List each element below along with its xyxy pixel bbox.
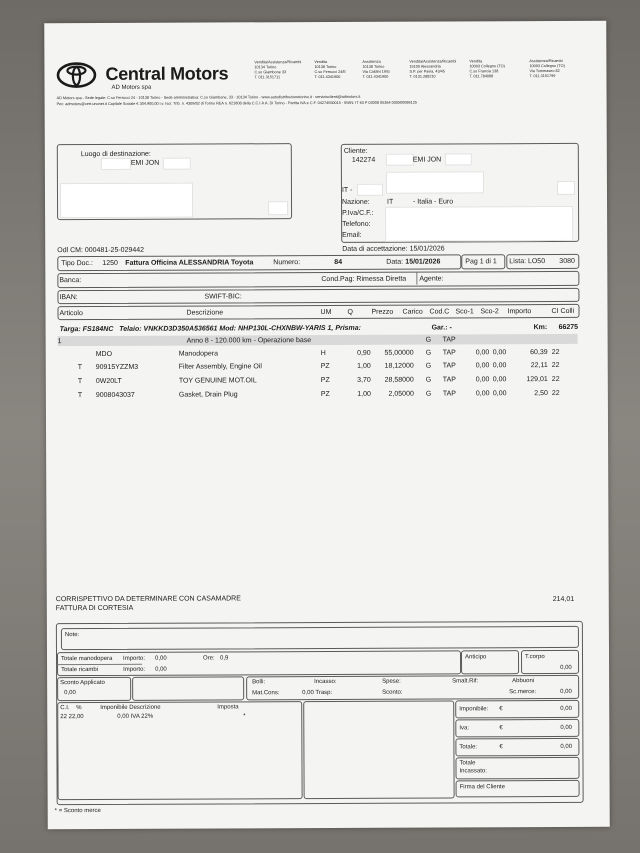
scmerce-label: Sc.merce: xyxy=(509,689,537,696)
col-descrizione: Descrizione xyxy=(186,309,224,317)
odl-value: 000481-25-029442 xyxy=(84,246,145,255)
redacted-field xyxy=(557,181,575,195)
legend-note: * = Sconto merce xyxy=(54,807,101,815)
client-nazione-code: IT xyxy=(387,198,394,206)
price-list-label: Lista: LO50 xyxy=(509,258,546,266)
col-articolo: Articolo xyxy=(59,310,83,318)
redacted-field xyxy=(386,171,484,193)
footer-note-amount: 214,01 xyxy=(552,595,575,604)
section-row-g: G xyxy=(425,336,432,344)
branch-6: Assistenza/Ricambi 10093 Collegno (TO) Via Tommaseo 82 T. 011.3151799 xyxy=(529,58,565,79)
discount-value: 0,00 xyxy=(64,690,76,697)
imponibile-value: 0,00 xyxy=(560,705,572,712)
euro-sign: € xyxy=(499,706,503,713)
company-address-line: AD Motors spa - Sede legale: C.so Ferrucci 24 - 10138 Torino - Sede amministrativa: C.so Giambone, 33 - 10134 Torino - www.autodistribuzionetorino.it - servizioclienti@admotors.it xyxy=(56,94,361,101)
incasso-label: Incasso: xyxy=(314,678,337,686)
client-nazione-label: Nazione: xyxy=(342,198,370,206)
vehicle-line: Targa: FS184NC Telaio: VNKKD3D350A536561 Mod: NHP130L-CHXNBW-YARIS 1, Prisma: xyxy=(59,324,362,334)
sconto2-label: Sconto: xyxy=(382,689,403,696)
redacted-field xyxy=(445,153,472,165)
hours-value: 0,9 xyxy=(220,655,229,662)
iban-box xyxy=(57,288,579,304)
divider xyxy=(416,273,417,285)
notes-label: Note: xyxy=(64,632,80,639)
section-row-number: 1 xyxy=(57,338,62,346)
smalt-label: Smalt.Rif: xyxy=(452,678,479,685)
totale-label: Totale: xyxy=(459,744,478,751)
vat-desc-row: 0,00 IVA 22% xyxy=(117,713,154,720)
doc-date-label: Data: xyxy=(386,258,404,266)
redacted-field xyxy=(357,184,383,196)
imponibile-label: Imponibile: xyxy=(459,706,489,713)
scmerce-value: 0,00 xyxy=(560,688,572,695)
tot-mdo-imp: 0,00 xyxy=(155,655,167,662)
vehicle-vin: VNKKD3D350A536561 xyxy=(143,325,218,333)
doc-number: 84 xyxy=(334,258,343,266)
client-label: Cliente: xyxy=(343,147,368,155)
client-nazione-value: - Italia - Euro xyxy=(413,198,454,206)
branch-4: Vendita/Assistenza/Ricambi 15100 Alessandria S.P. per Pavia, 43/45 T. 0131.288210 xyxy=(409,59,457,79)
section-row-tap: TAP xyxy=(442,336,456,344)
vat-imposta-mark: * xyxy=(243,713,246,720)
iva-value: 0,00 xyxy=(560,724,573,731)
columns-header xyxy=(57,304,579,320)
client-email-label: Email: xyxy=(342,231,362,239)
doc-page: Pag 1 di 1 xyxy=(465,258,497,266)
col-colli: Colli xyxy=(560,307,575,315)
col-carico: Carico xyxy=(402,308,423,316)
redacted-field xyxy=(163,158,191,170)
incassato-label-2: Incassato: xyxy=(459,768,487,775)
col-sco1: Sco-1 xyxy=(455,308,474,316)
table-row: T 9008043037 Gasket, Drain Plug PZ 1,00 2,05000 G TAP 0,00 0,00 2,50 22 xyxy=(77,389,560,400)
abbuoni-label: Abbuoni xyxy=(512,678,535,685)
tot-mdo-label: Totale manodopera xyxy=(61,655,113,663)
table-row: T 90915YZZM3 Filter Assembly, Engine Oil PZ 1,00 18,12000 G TAP 0,00 0,00 22,11 22 xyxy=(77,361,560,372)
col-prezzo: Prezzo xyxy=(371,308,394,316)
tot-ric-imp: 0,00 xyxy=(155,666,167,673)
destination-name: EMI JON xyxy=(130,159,160,167)
redacted-field xyxy=(60,183,193,219)
iban-label: IBAN: xyxy=(59,294,78,302)
footer-note-line2: FATTURA DI CORTESIA xyxy=(55,604,134,613)
table-row: T 0W20LT TOY GENUINE MOT.OIL PZ 3,70 28,58000 G TAP 0,00 0,00 129,01 22 xyxy=(77,375,560,386)
vat-imposta-label: Imposta xyxy=(217,704,239,711)
section-row xyxy=(58,334,578,346)
client-telefono-label: Telefono: xyxy=(342,220,371,228)
branch-2: Vendita 10138 Torino C.so Ferrucci 24/E T. 011.4341900 xyxy=(314,59,346,80)
km-label: Km: xyxy=(533,324,548,332)
table-row: MDO Manodopera H 0,90 55,00000 G TAP 0,00 0,00 60,39 22 xyxy=(95,348,560,359)
col-importo: Importo xyxy=(507,308,532,316)
notes-box xyxy=(61,626,579,650)
branch-3: Assistenza 10138 Torino Via Caldini 19/G T. 011.4341900 xyxy=(362,59,390,79)
doc-type-code: 1250 xyxy=(102,259,118,267)
toyota-logo-icon xyxy=(56,62,96,88)
footer-note-line1: CORRISPETTIVO DA DETERMINARE CON CASAMADRE xyxy=(55,595,241,604)
redacted-field xyxy=(101,158,131,170)
vehicle-model: NHP130L-CHXNBW-YARIS 1, Prisma: xyxy=(238,324,362,333)
redacted-field xyxy=(268,201,288,215)
vat-box xyxy=(57,701,302,800)
vehicle-plate: FS184NC xyxy=(82,325,114,334)
bolli-label: Bolli: xyxy=(252,679,266,686)
client-code: 142274 xyxy=(351,156,376,164)
doc-number-label: Numero: xyxy=(273,259,301,267)
col-sco2: Sco-2 xyxy=(480,308,499,316)
tot-ric-label: Totale ricambi xyxy=(61,667,99,674)
branch-1: Vendita/Assistenza/Ricambi 10134 Torino C.so Giambone 33 T. 011.3151711 xyxy=(254,60,302,80)
destination-label: Luogo di destinazione: xyxy=(80,150,151,159)
vat-ci-label: C.I. xyxy=(60,705,70,712)
signature-label: Firma del Cliente xyxy=(459,784,505,791)
swift-label: SWIFT-BIC: xyxy=(204,293,242,301)
incassato-label-1: Totale xyxy=(459,760,476,767)
col-codc: Cod.C xyxy=(429,308,450,316)
col-q: Q xyxy=(347,308,353,316)
blank-box xyxy=(132,676,244,700)
redacted-field xyxy=(386,154,414,166)
acceptance-date: 15/01/2026 xyxy=(409,245,445,253)
branch-5: Vendita 10093 Collegno (TO) C.so Francia 138 T. 011.784088 xyxy=(469,59,505,79)
company-legal-line: Pec: admotors@cert.unonet.it Capitale Sociale € 304.900,00 i.v. Iscr. Trib. n. 4309/82 di Torino REA n. 621608 della C.C.I.A.A. Di Torino - Partita IVA e C.F. 04274550015 - IBAN: IT 63 P 03008 05364 000500086125 xyxy=(56,100,417,107)
totale-value: 0,00 xyxy=(560,743,573,750)
euro-sign: € xyxy=(499,744,503,751)
tot-mdo-imp-label: Importo: xyxy=(123,655,146,662)
company-subname: AD Motors spa xyxy=(111,84,152,91)
invoice-sheet xyxy=(44,21,610,829)
blank-box-2 xyxy=(303,700,454,799)
bank-label: Banca: xyxy=(59,277,82,285)
client-name: EMI JON xyxy=(412,156,442,164)
company-name: Central Motors xyxy=(105,63,229,84)
iva-label: Iva: xyxy=(459,725,470,732)
tcorpo-value: 0,00 xyxy=(560,664,572,671)
vat-perc-label: % xyxy=(76,705,82,712)
euro-sign: € xyxy=(499,725,503,732)
odl-label: Odl CM: 000481-25-029442 xyxy=(57,246,145,255)
redacted-field xyxy=(385,206,573,242)
agent-label: Agente: xyxy=(419,275,444,283)
price-list-code: 3080 xyxy=(559,257,575,265)
tcorpo-label: T.corpo xyxy=(525,654,545,661)
vehicle-km: 66275 xyxy=(558,323,579,331)
tot-ric-imp-label: Importo: xyxy=(123,666,146,673)
matcons-label: Mat.Cons: xyxy=(252,690,280,697)
payment-condition: Cond.Pag: Rimessa Diretta xyxy=(321,275,407,284)
vat-rate-row: 22 22,00 xyxy=(60,714,84,721)
bank-box xyxy=(57,271,579,288)
section-row-desc: Anno 8 - 120.000 km - Operazione base xyxy=(186,337,312,345)
hours-label: Ore: xyxy=(203,655,215,662)
client-piva-label: P.Iva/C.F.: xyxy=(342,209,374,217)
trasp-label: 0,00 Trasp: xyxy=(302,689,333,697)
client-it-label: IT - xyxy=(341,186,353,194)
anticipo-label: Anticipo xyxy=(465,654,487,661)
spese-label: Spese: xyxy=(382,678,401,685)
col-ci: CI xyxy=(551,307,559,316)
doc-type-value: Fattura Officina ALESSANDRIA Toyota xyxy=(125,259,254,267)
doc-date: 15/01/2026 xyxy=(405,258,441,266)
doc-type-label: Tipo Doc.: xyxy=(61,260,93,268)
acceptance-label: Data di accettazione: 15/01/2026 xyxy=(342,245,445,253)
warranty-label: Gar.: - xyxy=(431,324,452,332)
discount-label: Sconto Applicato xyxy=(60,679,105,687)
vat-imponibile-label: Imponibile Descrizione xyxy=(100,704,161,711)
col-um: UM xyxy=(320,308,332,317)
